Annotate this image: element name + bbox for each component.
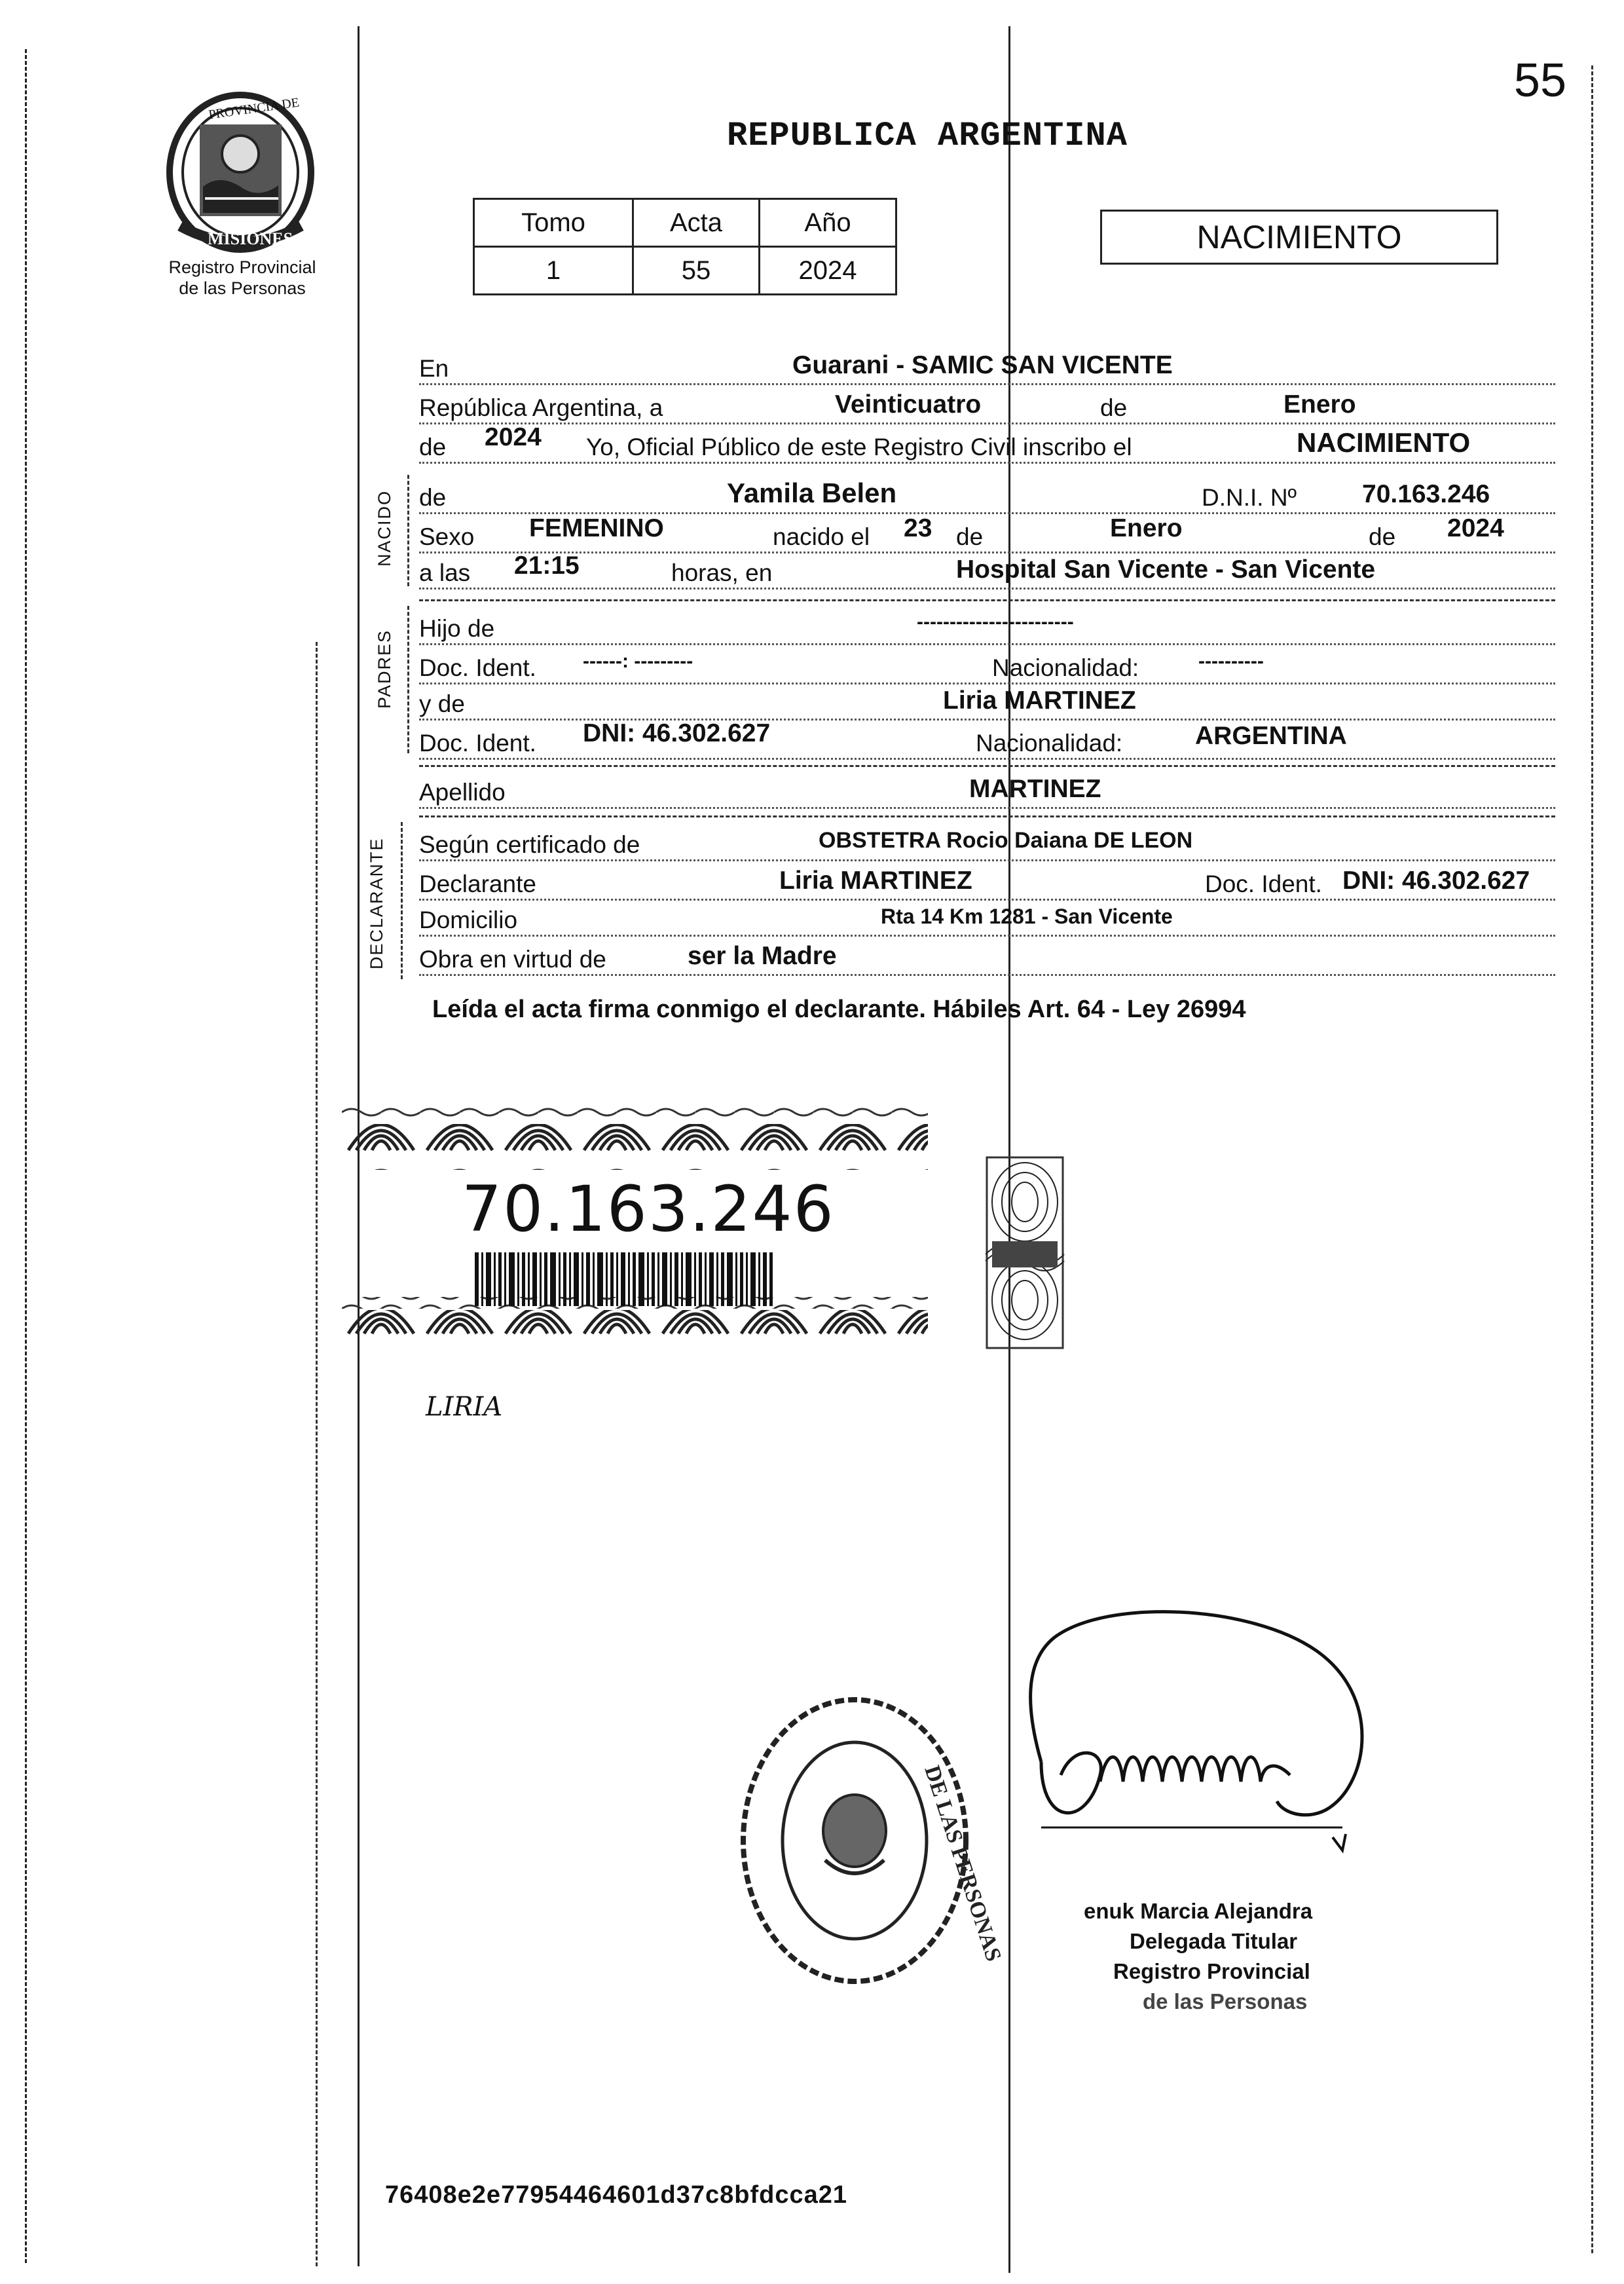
nombre-label: de [419, 484, 447, 511]
section-divider-2 [419, 765, 1555, 767]
apellido-value: MARTINEZ [969, 775, 1101, 803]
nombre-value: Yamila Belen [727, 477, 897, 508]
domicilio-value: Rta 14 Km 1281 - San Vicente [881, 905, 1173, 928]
obra-value: ser la Madre [688, 942, 837, 970]
row-domicilio [419, 897, 1555, 937]
obra-label: Obra en virtud de [419, 946, 606, 973]
row-doc-padre [419, 645, 1555, 684]
domicilio-label: Domicilio [419, 907, 518, 933]
horas-en-label: horas, en [671, 559, 773, 586]
y-de-label: y de [419, 690, 465, 717]
declarante-label: Declarante [419, 871, 536, 897]
emblem-top-text: PROVINCIA DE [208, 95, 301, 122]
document-hash: 76408e2e77954464601d37c8bfdcca21 [385, 2181, 848, 2209]
row-hijo-de [419, 606, 1555, 645]
birth-day: 23 [904, 514, 932, 542]
republica-label: República Argentina, a [419, 394, 663, 421]
certificado-label: Según certificado de [419, 831, 640, 858]
birth-year: 2024 [1447, 514, 1504, 542]
emblem-bottom-text: MISIONES [208, 229, 293, 248]
father-doc-value: ------: --------- [583, 650, 693, 672]
mother-name: Liria MARTINEZ [943, 686, 1136, 715]
declarante-doc-value: DNI: 46.302.627 [1342, 867, 1530, 895]
sexo-label: Sexo [419, 523, 475, 550]
record-type-box: NACIMIENTO [1100, 210, 1498, 265]
scan-left-edge [25, 49, 27, 2263]
official-name: enuk Marcia Alejandra [1084, 1899, 1313, 1923]
row-fecha [419, 385, 1555, 424]
year-value: 2024 [485, 423, 542, 451]
nacido-el-label: nacido el [773, 523, 870, 550]
row-apellido [419, 770, 1555, 809]
declarante-value: Liria MARTINEZ [779, 867, 972, 895]
row-obra [419, 937, 1555, 976]
record-table [473, 198, 897, 295]
province-emblem [154, 88, 327, 255]
sexo-value: FEMENINO [529, 514, 664, 542]
record-table-header-row [474, 199, 896, 247]
de-year-label: de [419, 434, 447, 460]
row-oficial [419, 424, 1555, 464]
de-label-2: de [956, 523, 984, 550]
official-office-2: de las Personas [1143, 1989, 1308, 2013]
official-office-1: Registro Provincial [1113, 1959, 1310, 1983]
header-acta: Acta [633, 199, 760, 247]
hijo-de-value: ------------------------ [917, 611, 1074, 633]
official-signature [1002, 1611, 1500, 1886]
inscribo-value: NACIMIENTO [1297, 427, 1471, 458]
mother-doc-value: DNI: 46.302.627 [583, 719, 771, 747]
de-label-3: de [1369, 523, 1396, 550]
page-number: 55 [1513, 54, 1566, 107]
birth-place: Hospital San Vicente - San Vicente [956, 555, 1376, 584]
value-anio: 2024 [760, 247, 896, 295]
certificate-barcode [475, 1252, 773, 1306]
dni-label: D.N.I. Nº [1202, 484, 1297, 511]
section-nacido-bracket [407, 475, 409, 586]
section-padres-bracket [407, 606, 409, 753]
registry-label: Registro Provincial de las Personas [168, 257, 316, 298]
document-title: REPUBLICA ARGENTINA [727, 117, 1128, 155]
header-tomo: Tomo [474, 199, 633, 247]
scan-right-edge [1591, 66, 1593, 2253]
official-info [1084, 1896, 1450, 2017]
en-label: En [419, 355, 449, 382]
value-tomo: 1 [474, 247, 633, 295]
section-declarante-label: DECLARANTE [367, 837, 386, 969]
certificado-value: OBSTETRA Rocio Daiana DE LEON [819, 828, 1193, 853]
official-seal [733, 1690, 1006, 1991]
birth-time: 21:15 [514, 552, 580, 580]
official-role: Delegada Titular [1130, 1929, 1298, 1953]
row-declarante [419, 861, 1555, 901]
certificate-number: 70.163.246 [462, 1172, 835, 1246]
security-mark-icon [986, 1156, 1064, 1349]
row-en [419, 346, 1555, 385]
row-doc-madre [419, 721, 1555, 760]
oficial-text: Yo, Oficial Público de este Registro Civil inscribo el [586, 434, 1132, 460]
hijo-de-label: Hijo de [419, 615, 495, 642]
record-table-value-row [474, 247, 896, 295]
row-madre [419, 681, 1555, 721]
section-divider-3 [419, 815, 1555, 817]
declarante-doc-label: Doc. Ident. [1205, 871, 1322, 897]
nacionalidad-label-2: Nacionalidad: [976, 730, 1123, 757]
section-padres-label: PADRES [375, 629, 394, 709]
doc-ident-label: Doc. Ident. [419, 654, 536, 681]
row-sexo [419, 514, 1555, 553]
doc-ident-label-2: Doc. Ident. [419, 730, 536, 757]
header-anio: Año [760, 199, 896, 247]
value-acta: 55 [633, 247, 760, 295]
en-value: Guarani - SAMIC SAN VICENTE [792, 351, 1173, 379]
declarant-handwritten-name: LIRIA [426, 1392, 503, 1422]
section-nacido-label: NACIDO [375, 489, 394, 567]
section-declarante-bracket [401, 822, 403, 979]
closing-note: Leída el acta firma conmigo el declarante. Hábiles Art. 64 - Ley 26994 [432, 996, 1246, 1023]
margin-dash-left [316, 642, 318, 2266]
day-value: Veinticuatro [835, 390, 982, 419]
apellido-label: Apellido [419, 779, 506, 806]
month-value: Enero [1283, 390, 1356, 419]
section-divider-1 [419, 599, 1555, 601]
row-hora [419, 550, 1555, 590]
birth-month: Enero [1110, 514, 1183, 542]
de-label: de [1100, 394, 1128, 421]
father-nationality: ---------- [1198, 650, 1264, 672]
mother-nationality: ARGENTINA [1195, 722, 1347, 750]
row-certificado [419, 822, 1555, 861]
a-las-label: a las [419, 559, 471, 586]
nacionalidad-label: Nacionalidad: [992, 654, 1139, 681]
seal-text: DE LAS PERSONAS [919, 1763, 1006, 1964]
dni-value: 70.163.246 [1362, 480, 1490, 508]
row-nombre [419, 475, 1555, 514]
